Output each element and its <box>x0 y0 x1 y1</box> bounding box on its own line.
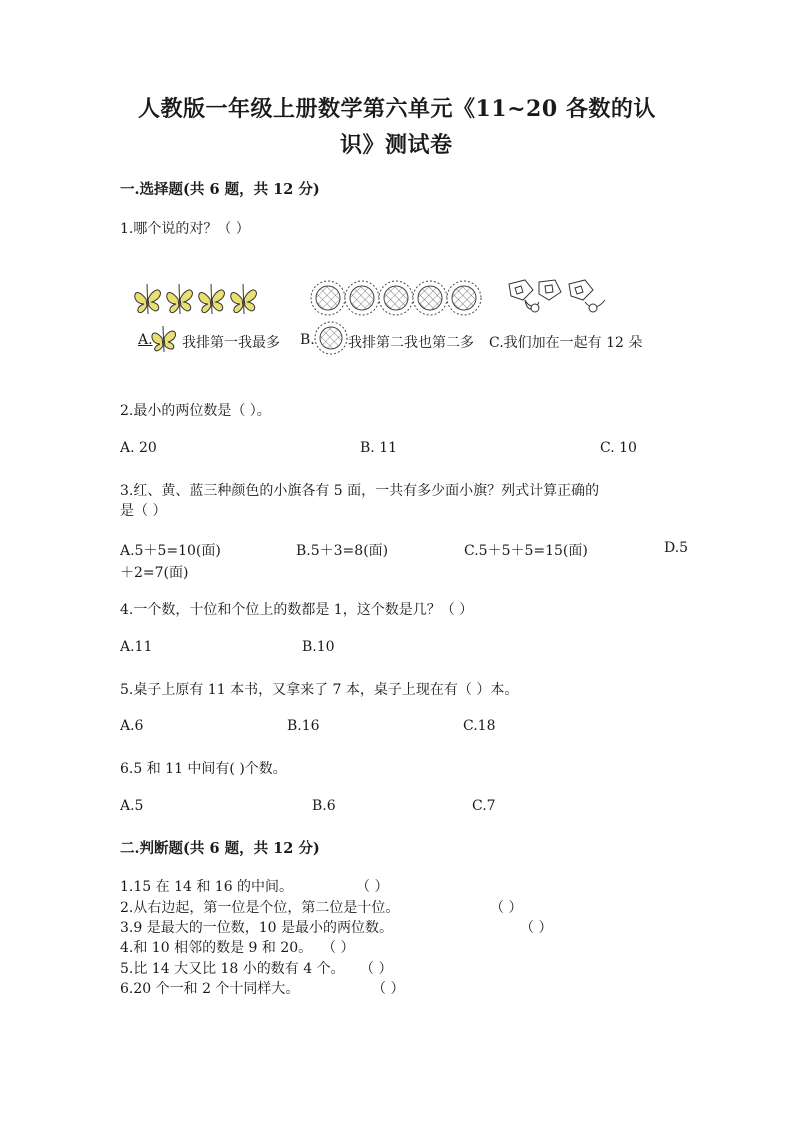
page-title-line2: 识》测试卷 <box>340 132 453 158</box>
sunflower-group-icon <box>310 278 490 323</box>
question-6-stem: 6.5 和 11 中间有( )个数。 <box>120 761 287 777</box>
sunflower-icon <box>313 320 349 356</box>
q4-option-a: A.11 <box>120 639 153 655</box>
question-3-stem-line2: 是（ ） <box>120 503 167 519</box>
q1-option-b-label: B. <box>300 332 315 348</box>
judgment-item-3-text: 3.9 是最大的一位数，10 是最小的两位数。 <box>120 920 393 936</box>
q3-option-c: C.5＋5＋5=15(面) <box>464 543 588 559</box>
judgment-item-2-text: 2.从右边起，第一位是个位，第二位是十位。 <box>120 900 400 916</box>
judgment-item-3-blank: （ ） <box>520 920 553 936</box>
question-5-stem: 5.桌子上原有 11 本书，又拿来了 7 本，桌子上现在有（ ）本。 <box>120 682 519 698</box>
page-title-line1: 人教版一年级上册数学第六单元《11~20 各数的认 <box>138 96 656 122</box>
section-heading-judgment: 二.判断题(共 6 题，共 12 分) <box>120 840 320 857</box>
morning-glory-group-icon <box>505 278 615 318</box>
q6-option-c: C.7 <box>472 798 496 814</box>
butterfly-icon <box>148 320 182 356</box>
q1-option-b-text: 我排第二我也第二多 <box>348 335 474 351</box>
judgment-item-6-text: 6.20 个一和 2 个十同样大。 <box>120 981 300 997</box>
q3-option-a: A.5＋5=10(面) <box>120 543 221 559</box>
q2-option-a: A. 20 <box>120 440 157 456</box>
q2-option-b: B. 11 <box>360 440 398 456</box>
question-1-stem: 1.哪个说的对？（ ） <box>120 221 250 237</box>
q3-option-d-continued: ＋2=7(面) <box>120 565 189 581</box>
q3-option-d: D.5 <box>664 540 689 556</box>
judgment-item-5-text: 5.比 14 大又比 18 小的数有 4 个。 <box>120 961 345 977</box>
judgment-item-6-blank: （ ） <box>372 981 405 997</box>
question-3-stem-line1: 3.红、黄、蓝三种颜色的小旗各有 5 面，一共有多少面小旗？列式计算正确的 <box>120 483 600 499</box>
q1-option-c-text: C.我们加在一起有 12 朵 <box>489 335 643 351</box>
q1-option-a-text: 我排第一我最多 <box>182 335 280 351</box>
section-heading-choice: 一.选择题(共 6 题，共 12 分) <box>120 181 320 198</box>
judgment-item-1-blank: （ ） <box>356 879 389 895</box>
q1-option-a-label: A. <box>138 332 153 348</box>
butterfly-group-icon <box>128 274 268 324</box>
judgment-item-2-blank: （ ） <box>490 900 523 916</box>
q6-option-b: B.6 <box>312 798 336 814</box>
q5-option-c: C.18 <box>463 718 496 734</box>
q2-option-c: C. 10 <box>600 440 637 456</box>
q5-option-a: A.6 <box>120 718 144 734</box>
q3-option-b: B.5＋3=8(面) <box>296 543 389 559</box>
question-4-stem: 4.一个数，十位和个位上的数都是 1，这个数是几？（ ） <box>120 602 474 618</box>
q5-option-b: B.16 <box>287 718 320 734</box>
question-2-stem: 2.最小的两位数是（ ）。 <box>120 403 271 419</box>
judgment-item-4-text: 4.和 10 相邻的数是 9 和 20。 <box>120 940 313 956</box>
judgment-item-5-blank: （ ） <box>360 961 393 977</box>
q6-option-a: A.5 <box>120 798 144 814</box>
judgment-item-4-blank: （ ） <box>322 940 355 956</box>
q4-option-b: B.10 <box>302 639 335 655</box>
judgment-item-1-text: 1.15 在 14 和 16 的中间。 <box>120 879 294 895</box>
